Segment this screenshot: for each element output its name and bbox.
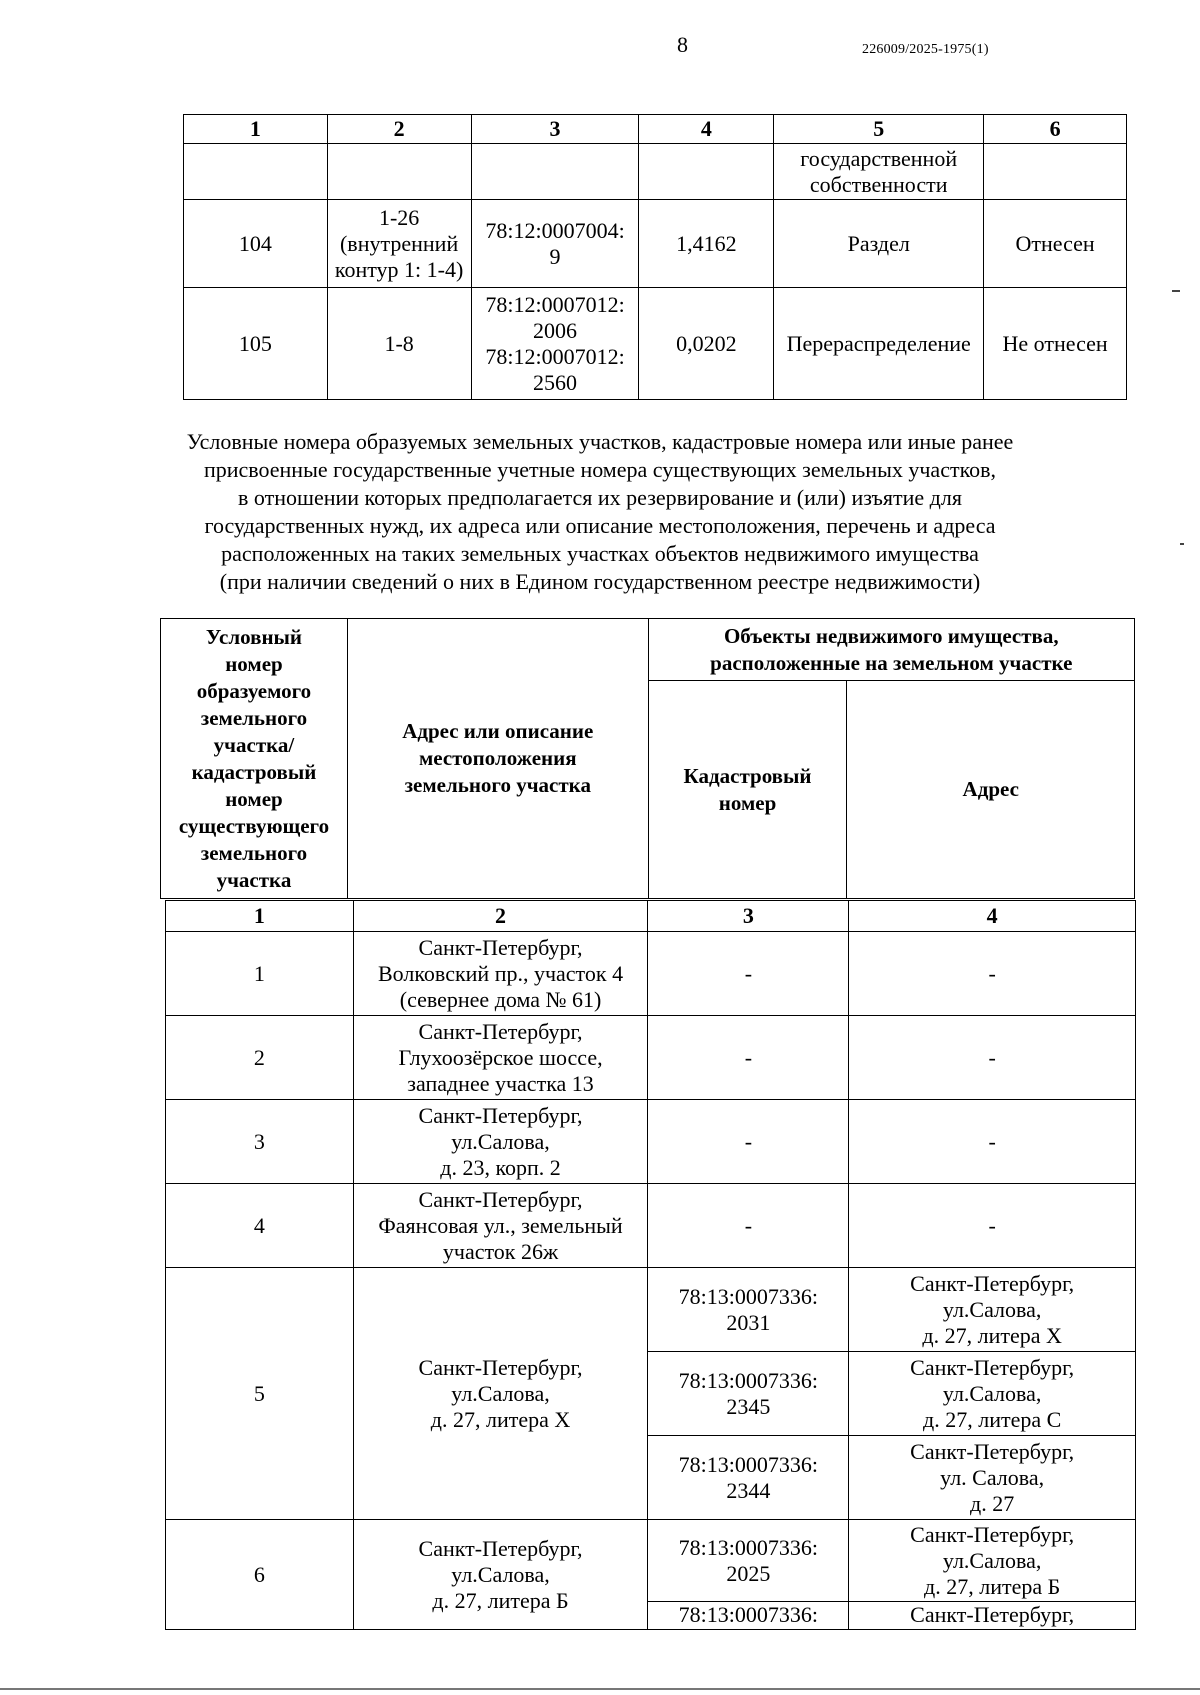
area-value: 1,4162 [639,200,774,288]
column-number-row [184,115,1127,144]
cadastral-number [471,288,639,400]
cadastral-number [471,200,639,288]
page-bottom-edge [0,1688,1200,1690]
formation-method: Раздел [774,200,984,288]
text-line: д. 27, литера Б [924,1573,1061,1599]
text-line: 78:13:0007336: [678,1451,819,1477]
object-address: - [849,1184,1136,1268]
text-line: д. 27, литера Б [432,1587,569,1613]
plot-address [353,1100,648,1184]
text-line: номер [718,790,777,815]
object-address: Санкт-Петербург, [849,1602,1136,1630]
object-cadastral-number [648,1268,849,1352]
column-number-row [166,901,1136,932]
column-number: 1 [166,901,354,932]
text-line: собственности [809,171,948,197]
plot-address [353,932,648,1016]
area-value: 0,0202 [639,288,774,400]
text-line: ул. Салова, [940,1464,1045,1490]
text-line: Санкт-Петербург, [910,1521,1075,1547]
text-line: 2006 [533,317,578,343]
text-line: 2025 [726,1560,771,1586]
formation-method: Перераспределение [774,288,984,400]
text-line: Волковский пр., участок 4 [378,960,624,986]
text-line: Санкт-Петербург, [418,934,583,960]
plot-number: 4 [166,1184,354,1268]
text-line: номер [225,651,283,676]
text-line: номер [225,786,283,811]
text-line: участка/ [213,732,295,757]
object-address [849,1436,1136,1520]
text-line: западнее участка 13 [407,1070,594,1096]
text-line: ул.Салова, [942,1547,1042,1573]
text-line: Объекты недвижимого имущества, [723,623,1059,648]
object-cadastral-number [648,1436,849,1520]
text-line: 78:12:0007012: [485,291,625,317]
plot-address [353,1184,648,1268]
object-cadastral-number: - [648,1184,849,1268]
text-line: д. 23, корп. 2 [440,1154,561,1180]
object-cadastral-number: - [648,932,849,1016]
caption-line: присвоенные государственные учетные номера существующих земельных участков, [203,457,997,482]
plot-number: 104 [184,200,328,288]
reservation-table-header [160,618,1135,899]
text-line: Адрес или описание [402,719,594,743]
text-line: 2031 [726,1309,771,1335]
table-row [166,1184,1136,1268]
text-line: 78:12:0007004: [485,217,625,243]
text-line: ул.Салова, [451,1561,550,1587]
column-number: 4 [849,901,1136,932]
text-line: земельного [200,705,308,730]
header-cadastral-number [648,681,847,899]
section-caption [150,428,1050,596]
table-row [184,200,1127,288]
object-address [849,1268,1136,1352]
text-line: Санкт-Петербург, [418,1535,583,1561]
text-line: д. 27, литера Х [922,1322,1062,1348]
text-line: Санкт-Петербург, [418,1354,583,1380]
text-line: Санкт-Петербург, [418,1186,583,1212]
table-row [166,1100,1136,1184]
text-line: Санкт-Петербург, [910,1354,1075,1380]
plot-number: 2 [166,1016,354,1100]
object-address: - [849,1100,1136,1184]
text-line: Санкт-Петербург, [910,1270,1075,1296]
text-line: ул.Салова, [942,1380,1042,1406]
column-number: 5 [774,115,984,144]
text-line: д. 27, литера С [923,1406,1062,1432]
assignment-status: Не отнесен [984,288,1127,400]
text-line: кадастровый [191,759,317,784]
scan-mark [1172,290,1180,292]
table-row [184,288,1127,400]
column-number: 3 [471,115,639,144]
point-numbers: 1-8 [327,288,471,400]
text-line: существующего [178,813,330,838]
table-row [166,1520,1136,1602]
object-cadastral-number [648,1520,849,1602]
object-cadastral-number: 78:13:0007336: [648,1602,849,1630]
text-line: (севернее дома № 61) [399,986,602,1012]
text-line: Кадастровый [683,763,812,788]
text-line: образуемого [196,678,312,703]
continuation-row [184,144,1127,200]
column-number: 2 [327,115,471,144]
caption-line: государственных нужд, их адреса или описание местоположения, перечень и адреса [204,513,996,538]
text-line: Глухоозёрское шоссе, [398,1044,603,1070]
plot-number: 3 [166,1100,354,1184]
table-row [166,932,1136,1016]
plot-address [353,1268,648,1520]
caption-line: Условные номера образуемых земельных участков, кадастровые номера или иные ранее [186,429,1014,454]
plot-number: 1 [166,932,354,1016]
header-object-address: Адрес [847,681,1135,899]
formation-method-continued [774,144,984,200]
page-number: 8 [677,32,688,57]
text-line: государственной [800,145,958,171]
object-cadastral-number: - [648,1100,849,1184]
header-plot-number [161,619,348,899]
text-line: земельного участка [404,773,591,797]
text-line: земельного [200,840,308,865]
object-address [849,1352,1136,1436]
point-numbers [327,200,471,288]
text-line: местоположения [418,746,577,770]
assignment-status: Отнесен [984,200,1127,288]
text-line: Санкт-Петербург, [910,1438,1075,1464]
text-line: 78:13:0007336: [678,1534,819,1560]
text-line: (внутренний [339,230,459,256]
column-number: 4 [639,115,774,144]
text-line: д. 27 [970,1490,1015,1516]
text-line: Санкт-Петербург, [418,1102,583,1128]
object-address [849,1520,1136,1602]
text-line: Условный [205,624,303,649]
text-line: Фаянсовая ул., земельный [378,1212,623,1238]
header-address [347,619,648,899]
caption-line: расположенных на таких земельных участках объектов недвижимого имущества [221,541,979,566]
column-number: 2 [353,901,648,932]
text-line: 78:13:0007336: [678,1367,819,1393]
object-address: - [849,932,1136,1016]
column-number: 1 [184,115,328,144]
text-line: расположенные на земельном участке [710,650,1073,675]
column-number: 3 [648,901,849,932]
text-line: 1-26 [378,204,420,230]
text-line: ул.Салова, [942,1296,1042,1322]
text-line: контур 1: 1-4) [334,256,464,282]
text-line: 2344 [726,1477,771,1503]
table-row [166,1268,1136,1352]
plot-number: 105 [184,288,328,400]
column-number: 6 [984,115,1127,144]
object-address: - [849,1016,1136,1100]
object-cadastral-number: - [648,1016,849,1100]
text-line: 78:13:0007336: [678,1283,819,1309]
text-line: Санкт-Петербург, [418,1018,583,1044]
text-line: ул.Салова, [451,1380,550,1406]
document-id: 226009/2025-1975(1) [862,42,989,57]
text-line: участок 26ж [442,1238,559,1264]
object-cadastral-number [648,1352,849,1436]
plot-number: 6 [166,1520,354,1630]
plot-address [353,1520,648,1630]
text-line: участка [216,867,292,892]
reservation-table [165,900,1136,1630]
plot-address [353,1016,648,1100]
caption-line: в отношении которых предполагается их резервирование и (или) изъятие для [238,485,962,510]
table-row [166,1016,1136,1100]
text-line: 2345 [726,1393,771,1419]
plot-number: 5 [166,1268,354,1520]
text-line: 78:12:0007012: [485,343,625,369]
caption-line: (при наличии сведений о них в Едином государственном реестре недвижимости) [219,569,981,594]
text-line: ул.Салова, [451,1128,550,1154]
text-line: д. 27, литера Х [430,1406,571,1432]
header-objects-group [648,619,1134,681]
text-line: 9 [549,243,561,269]
scan-mark [1180,543,1184,545]
land-plots-table-continuation [183,114,1127,400]
text-line: 2560 [533,369,578,395]
